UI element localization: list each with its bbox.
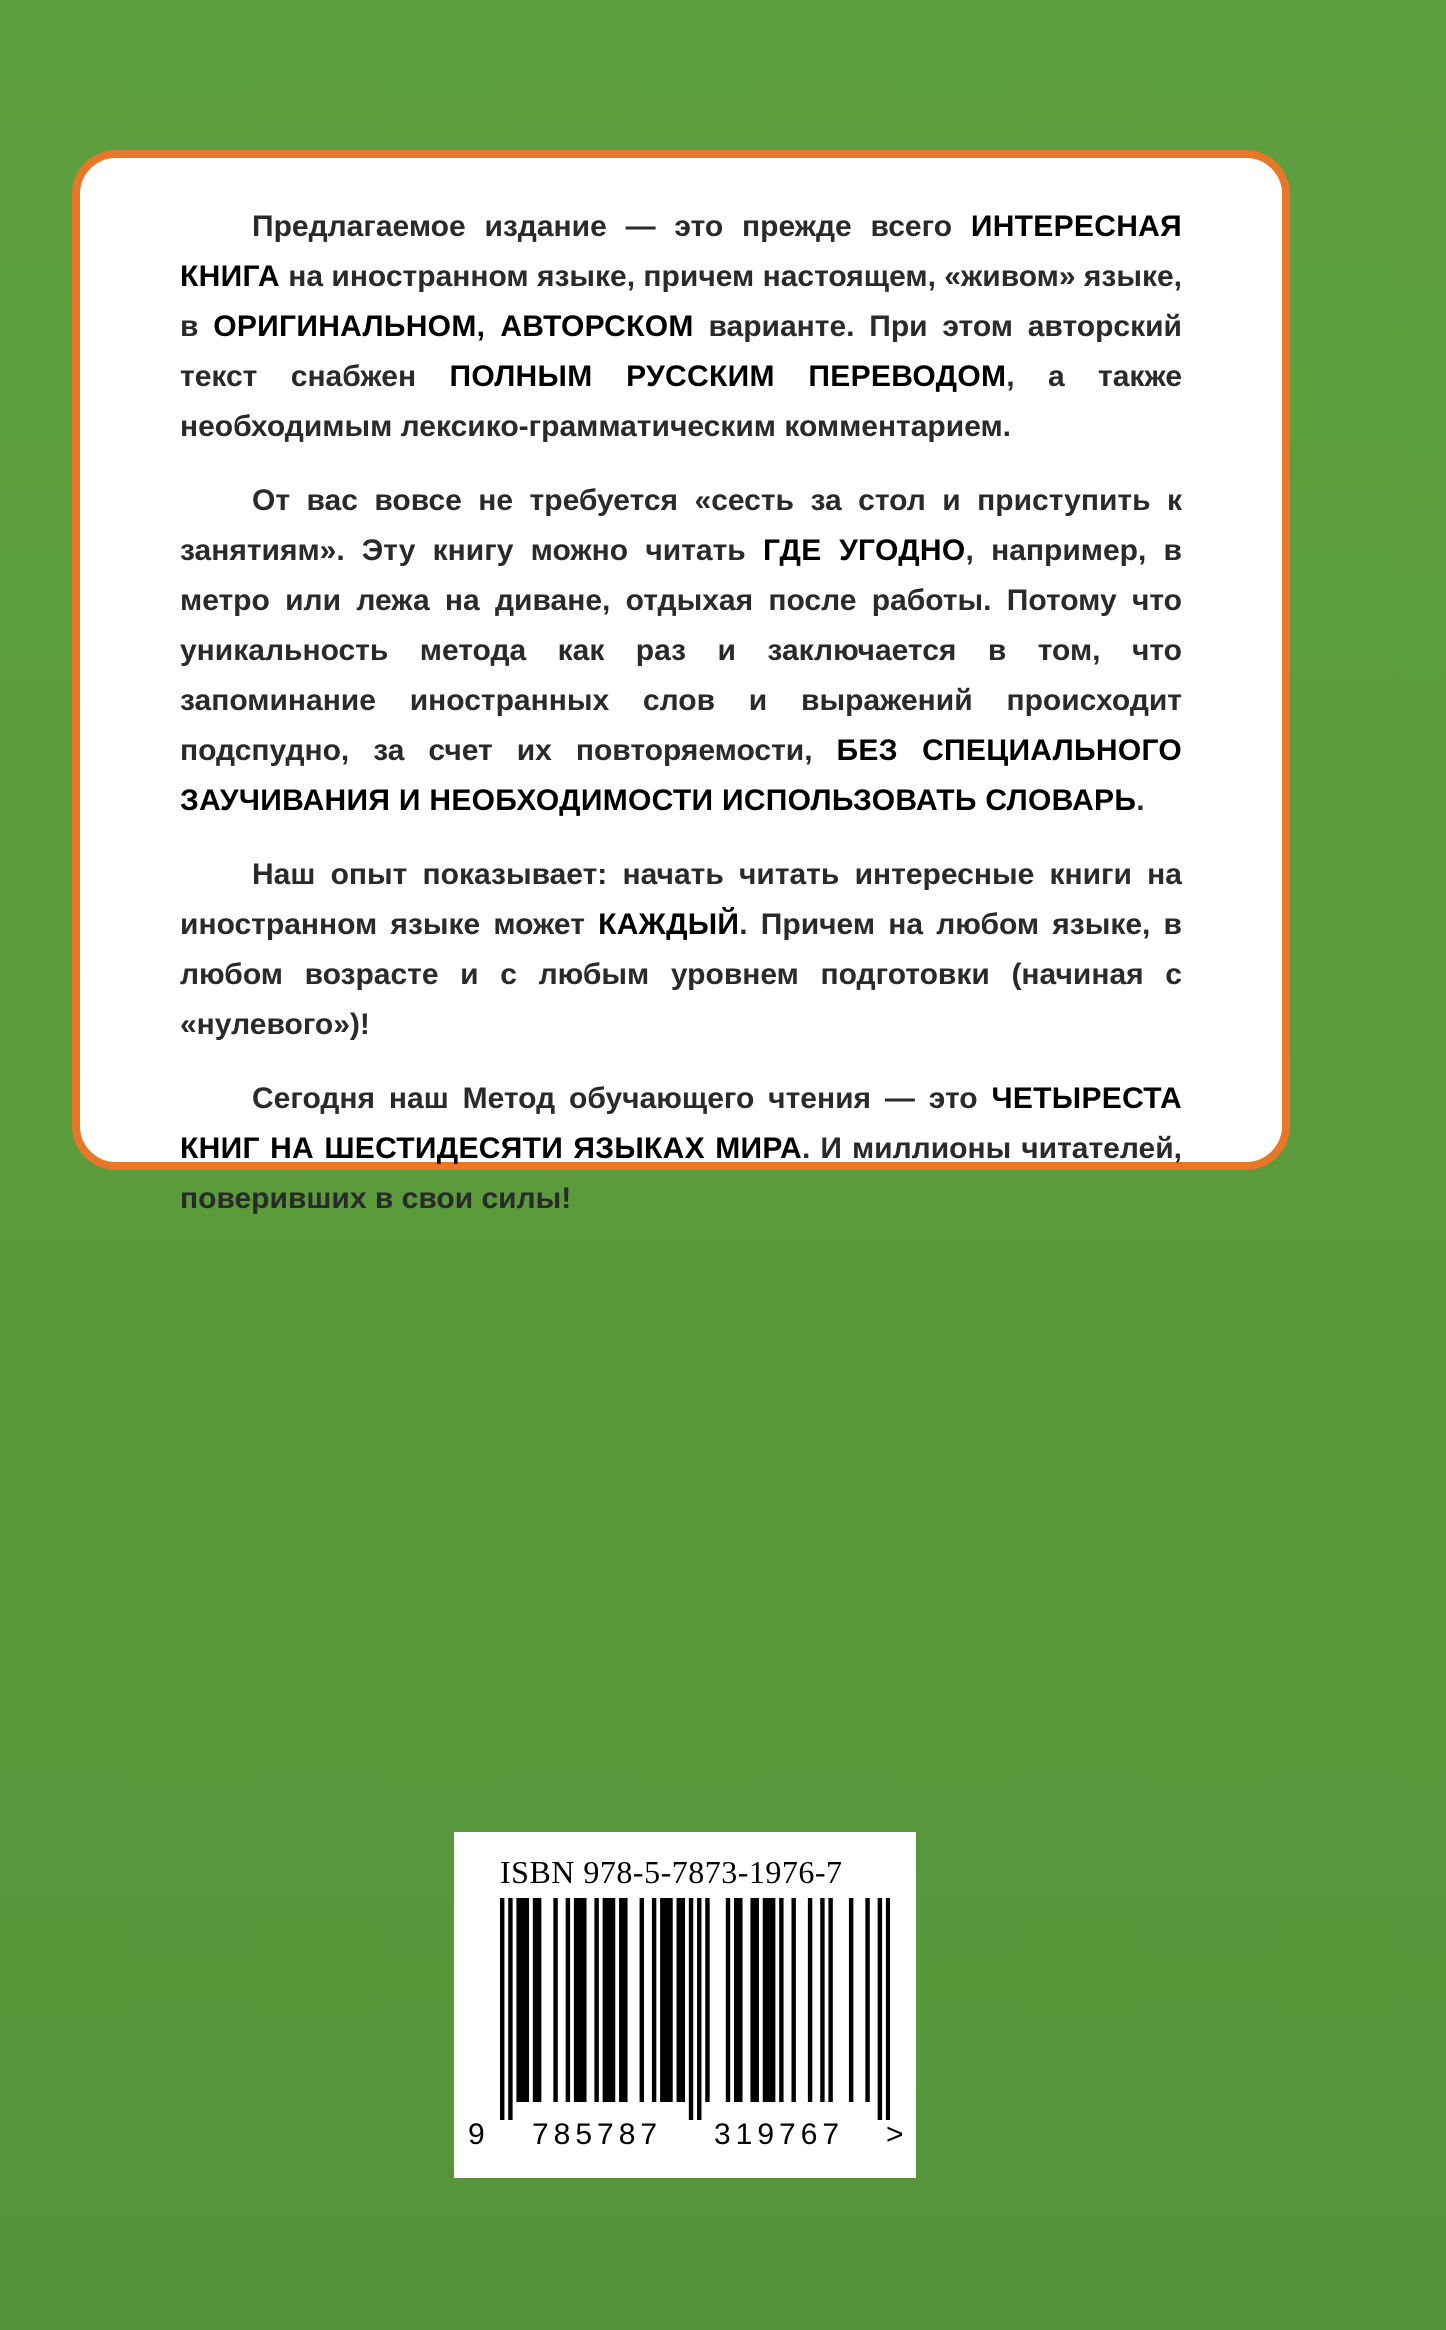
barcode-bar <box>865 1898 869 2102</box>
barcode-bar <box>681 1898 685 2102</box>
body-text: , а также необходимым лексико-грамматическим комментарием. <box>180 360 1182 443</box>
barcode-bar <box>594 1898 598 2102</box>
barcode-bar <box>689 1898 693 2120</box>
body-text: . И миллионы читателей, поверивших в свои силы! <box>180 1132 1182 1215</box>
barcode-marker: > <box>886 2118 904 2151</box>
barcode-bar <box>828 1898 832 2102</box>
barcode-left-digits: 785787 <box>532 2118 663 2151</box>
barcode-digits <box>454 2118 916 2168</box>
barcode-bar <box>779 1898 783 2102</box>
barcode-bar <box>771 1898 775 2102</box>
barcode-bars <box>500 1898 890 2120</box>
barcode-bar <box>668 1898 672 2102</box>
barcode-bar <box>705 1898 709 2102</box>
body-text: Наш опыт показывает: начать читать интересные книги на иностранном языке может <box>180 858 1182 941</box>
barcode-bar <box>640 1898 644 2102</box>
barcode-bar <box>849 1898 853 2102</box>
paragraph-1 <box>180 202 1182 452</box>
barcode-bar <box>763 1898 767 2102</box>
barcode-bar <box>537 1898 541 2102</box>
barcode-bar <box>553 1898 557 2102</box>
barcode-bar <box>603 1898 607 2102</box>
emphasis-text: ИНТЕРЕСНАЯ КНИГА <box>180 210 1182 293</box>
barcode-right-digits: 319767 <box>714 2118 845 2151</box>
paragraph-2 <box>180 476 1182 826</box>
barcode-bar <box>878 1898 882 2120</box>
body-text: варианте. При этом авторский текст снабжен <box>180 310 1182 393</box>
emphasis-text: ОРИГИНАЛЬНОМ, АВТОРСКОМ <box>213 310 694 343</box>
barcode-bar <box>623 1898 627 2102</box>
barcode-bar <box>734 1898 738 2102</box>
barcode-bar <box>516 1898 520 2102</box>
barcode-bar <box>886 1898 890 2120</box>
emphasis-text: ЧЕТЫРЕСТА КНИГ НА ШЕСТИДЕСЯТИ ЯЗЫКАХ МИРА <box>180 1082 1182 1165</box>
barcode-bar <box>611 1898 615 2102</box>
paragraph-4 <box>180 1074 1182 1224</box>
isbn-number: ISBN 978-5-7873-1976-7 <box>500 1854 843 1890</box>
barcode-bar <box>521 1898 525 2102</box>
barcode-bar <box>791 1898 795 2102</box>
barcode-bar <box>755 1898 759 2102</box>
barcode-bar <box>652 1898 656 2102</box>
emphasis-text: КАЖДЫЙ <box>598 908 740 941</box>
barcode-bar <box>808 1898 812 2102</box>
body-text: Предлагаемое издание — это прежде всего <box>252 210 971 243</box>
body-text: Сегодня наш Метод обучающего чтения — это <box>252 1082 992 1115</box>
barcode-bar <box>533 1898 537 2102</box>
barcode-bar <box>525 1898 529 2102</box>
barcode-bar <box>582 1898 586 2102</box>
isbn-barcode-label <box>454 1832 916 2178</box>
barcode-bar <box>574 1898 578 2102</box>
body-text: , например, в метро или лежа на диване, отдыхая после работы. Потому что уникальность метода как раз и заключается в том, что запоминание иностранных слов и выражений происходит подспудно, за счет их повторяемости, <box>180 534 1183 767</box>
paragraph-3 <box>180 850 1182 1050</box>
barcode-bar <box>500 1898 504 2120</box>
barcode-bar <box>566 1898 570 2102</box>
barcode-bar <box>738 1898 742 2102</box>
emphasis-text: ПОЛНЫМ РУССКИМ ПЕРЕВОДОМ <box>449 360 1007 393</box>
barcode-bar <box>664 1898 668 2102</box>
body-text: . <box>1136 784 1145 817</box>
emphasis-text: БЕЗ СПЕЦИАЛЬНОГО ЗАУЧИВАНИЯ И НЕОБХОДИМОСТИ ИСПОЛЬЗОВАТЬ СЛОВАРЬ <box>180 734 1182 817</box>
barcode-bar <box>578 1898 582 2102</box>
barcode-bar <box>660 1898 664 2102</box>
barcode-first-digit: 9 <box>468 2118 485 2151</box>
barcode-bar <box>726 1898 730 2102</box>
body-text: на иностранном языке, причем настоящем, «живом» языке, в <box>180 260 1182 343</box>
body-text: От вас вовсе не требуется «сесть за стол и приступить к занятиям». Эту книгу можно читать <box>180 484 1182 567</box>
emphasis-text: ГДЕ УГОДНО <box>763 534 966 567</box>
barcode-bar <box>619 1898 623 2102</box>
barcode-bar <box>750 1898 754 2102</box>
barcode-bar <box>697 1898 701 2120</box>
barcode-bar <box>767 1898 771 2102</box>
barcode-bar <box>820 1898 824 2102</box>
barcode-bar <box>677 1898 681 2102</box>
barcode-bar <box>508 1898 512 2120</box>
description-box <box>72 150 1290 1215</box>
body-text: . Причем на любом языке, в любом возрасте и с любым уровнем подготовки (начиная с «нулевого»)! <box>180 908 1182 1041</box>
barcode-bar <box>607 1898 611 2102</box>
